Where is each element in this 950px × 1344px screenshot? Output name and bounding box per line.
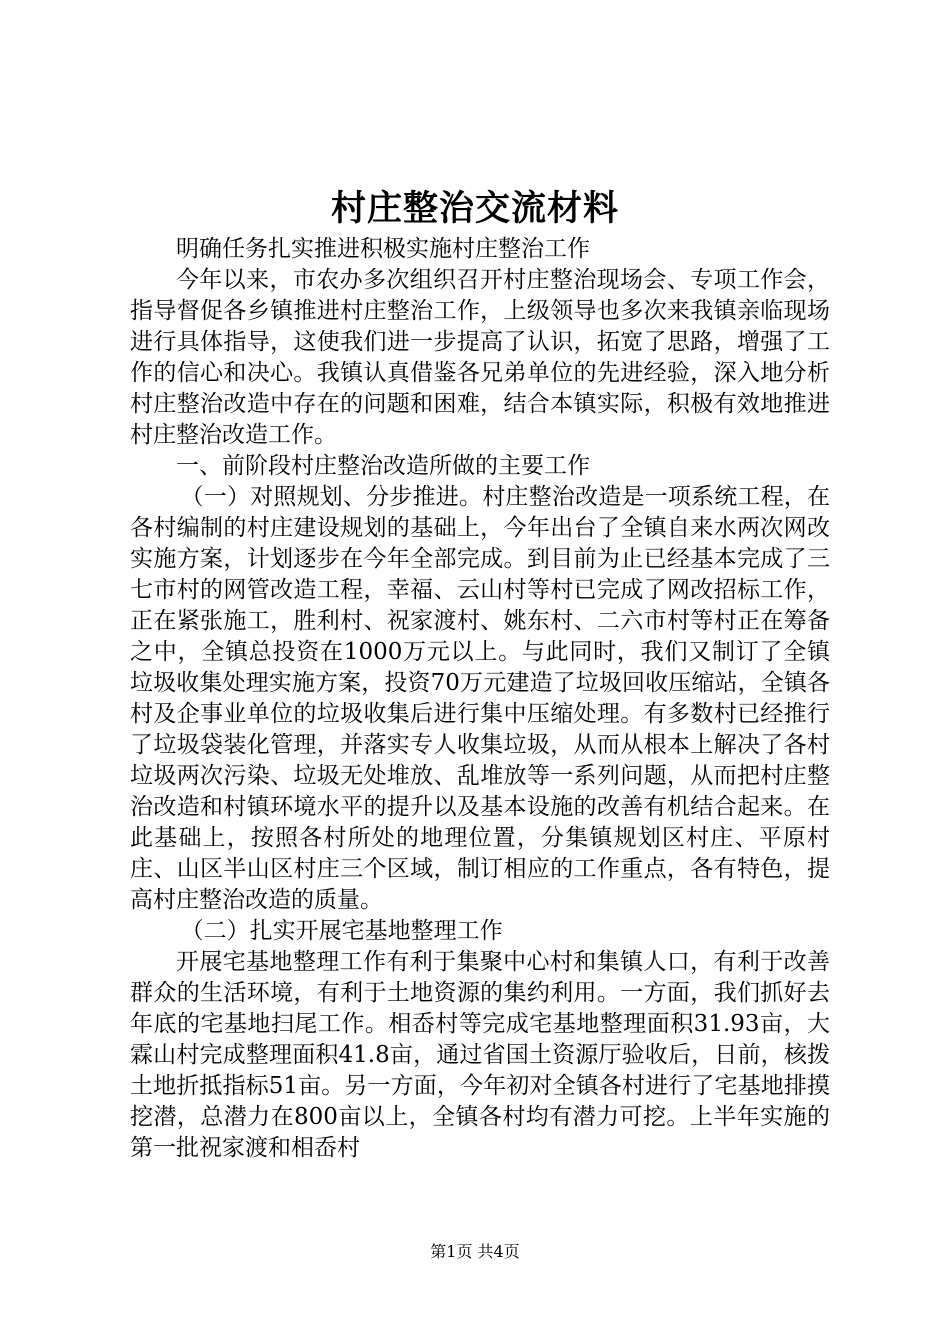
page-footer: 第1页 共4页 (430, 1242, 520, 1261)
body-paragraph: 开展宅基地整理工作有利于集聚中心村和集镇人口，有利于改善群众的生活环境，有利于土地资源的集约利用。一方面，我们抓好去年底的宅基地扫尾工作。相岙村等完成宅基地整理面积31.93亩，大霖山村完成整理面积41.8亩，通过省国土资源厅验收后，日前，核拨土地折抵指标51亩。另一方面，今年初对全镇各村进行了宅基地排摸挖潜，总潜力在800亩以上，全镇各村均有潜力可挖。上半年实施的第一批祝家渡和相岙村 (130, 949, 830, 1161)
section-heading: 一、前阶段村庄整治改造所做的主要工作 (176, 453, 590, 479)
document-body (130, 234, 830, 1164)
subsection-heading: （二）扎实开展宅基地整理工作 (180, 918, 503, 944)
subsection-paragraph: （一）对照规划、分步推进。村庄整治改造是一项系统工程，在各村编制的村庄建设规划的基础上，今年出台了全镇自来水两次网改实施方案，计划逐步在今年全部完成。到目前为止已经基本完成了三七市村的网管改造工程，幸福、云山村等村已完成了网改招标工作，正在紧张施工，胜利村、祝家渡村、姚东村、二六市村等村正在筹备之中，全镇总投资在1000万元以上。与此同时，我们又制订了全镇垃圾收集处理实施方案，投资70万元建造了垃圾回收压缩站，全镇各村及企事业单位的垃圾收集后进行集中压缩处理。有多数村已经推行了垃圾袋装化管理，并落实专人收集垃圾，从而从根本上解决了各村垃圾两次污染、垃圾无处堆放、乱堆放等一系列问题，从而把村庄整治改造和村镇环境水平的提升以及基本设施的改善有机结合起来。在此基础上，按照各村所处的地理位置，分集镇规划区村庄、平原村庄、山区半山区村庄三个区域，制订相应的工作重点，各有特色，提高村庄整治改造的质量。 (130, 484, 830, 913)
subtitle-paragraph: 明确任务扎实推进积极实施村庄整治工作 (176, 236, 590, 262)
intro-paragraph: 今年以来，市农办多次组织召开村庄整治现场会、专项工作会，指导督促各乡镇推进村庄整治工作，上级领导也多次来我镇亲临现场进行具体指导，这使我们进一步提高了认识，拓宽了思路，增强了工作的信心和决心。我镇认真借鉴各兄弟单位的先进经验，深入地分析村庄整治改造中存在的问题和困难，结合本镇实际，积极有效地推进村庄整治改造工作。 (130, 267, 830, 448)
document-title: 村庄整治交流材料 (330, 188, 619, 229)
